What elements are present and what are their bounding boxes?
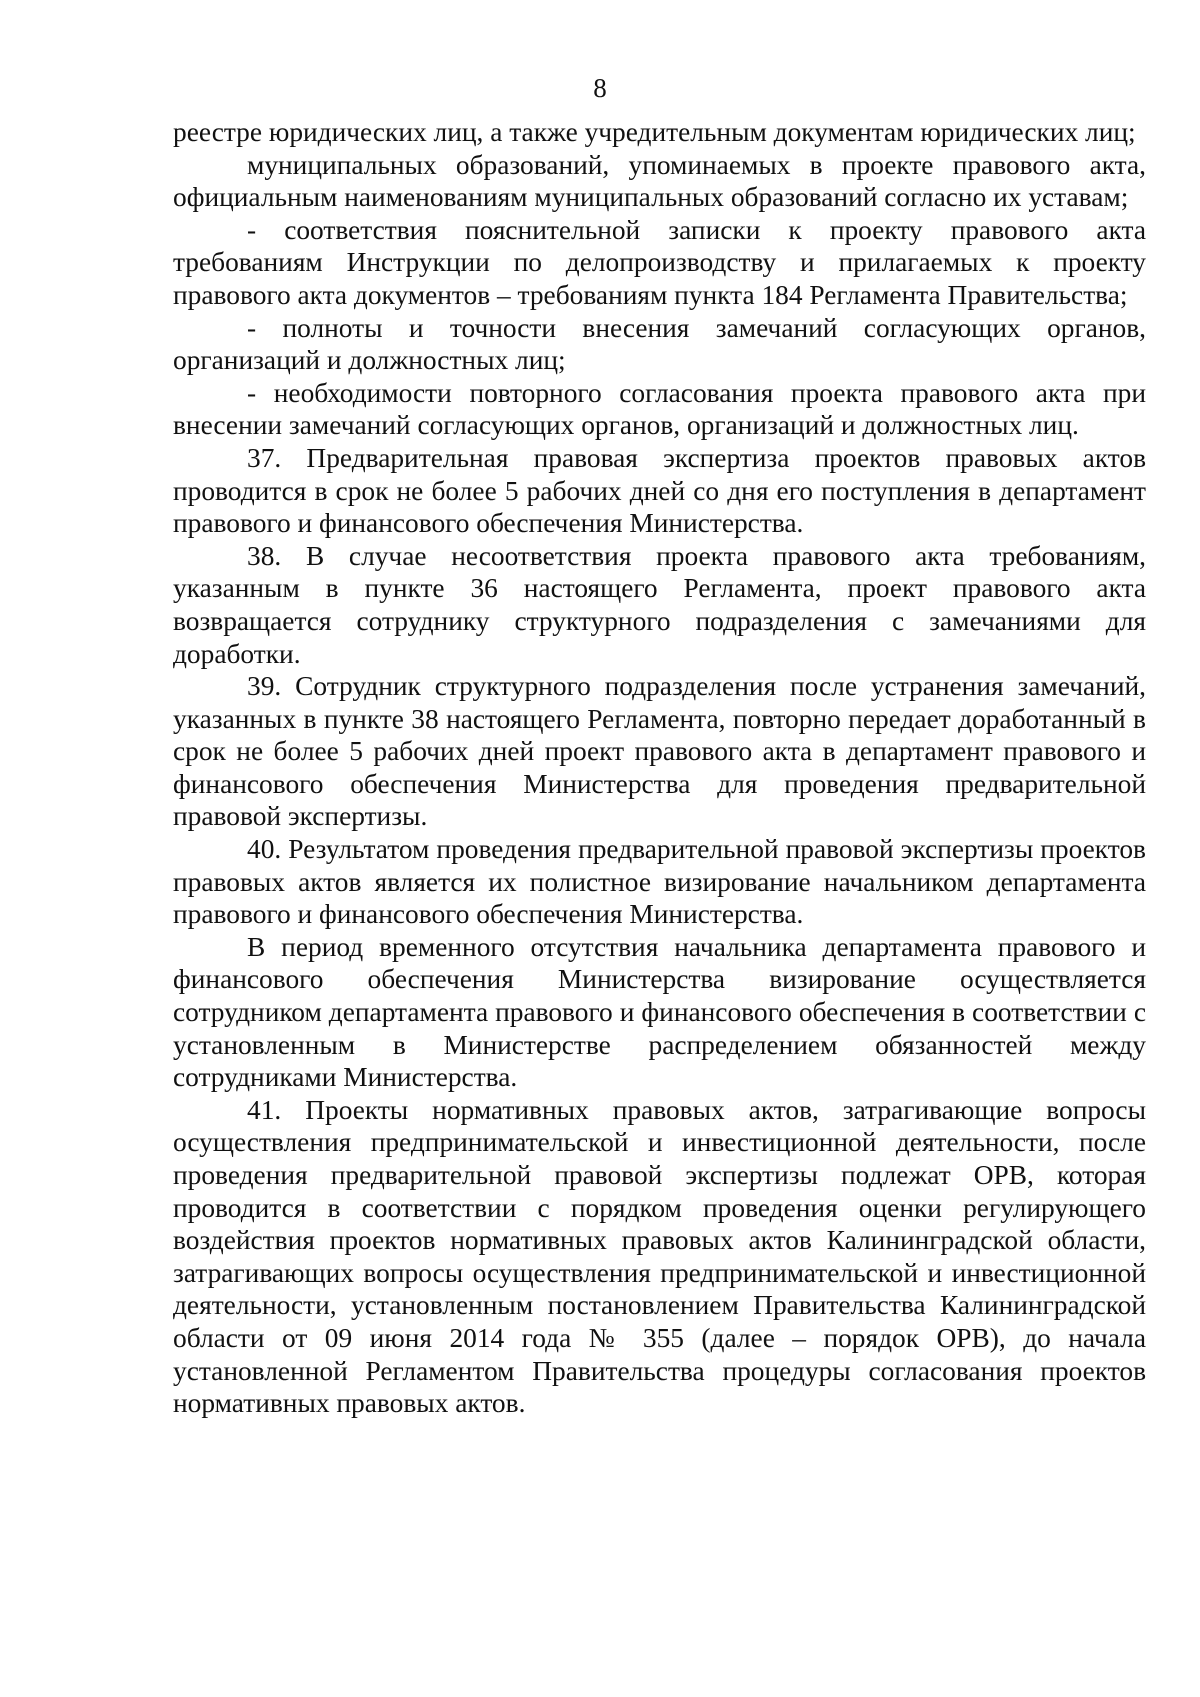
paragraph-item-40-absence: В период временного отсутствия начальника департамента правового и финансового обеспечения Министерства визирование осуществляется сотрудником департамента правового и финансового обеспечения в соответствии с установленным в Министерстве распределением обязанностей между сотрудниками Министерства. [173, 931, 1146, 1093]
paragraph-continuation: реестре юридических лиц, а также учредительным документам юридических лиц; [173, 117, 1136, 147]
paragraph-item-37: 37. Предварительная правовая экспертиза проектов правовых актов проводится в срок не более 5 рабочих дней со дня его поступления в департамент правового и финансового обеспечения Министерства. [173, 442, 1146, 539]
page-number: 8 [593, 73, 607, 103]
paragraph-item-39: 39. Сотрудник структурного подразделения после устранения замечаний, указанных в пункте 38 настоящего Регламента, повторно передает доработанный в срок не более 5 рабочих дней проект правового акта в департамент правового и финансового обеспечения Министерства для проведения предварительной правовой экспертизы. [173, 671, 1146, 832]
paragraph-explanatory-note: - соответствия пояснительной записки к проекту правового акта требованиям Инструкции по делопроизводству и прилагаемых к проекту правового акта документов – требованиям пункта 184 Регламента Правительства; [173, 214, 1146, 310]
paragraph-item-40: 40. Результатом проведения предварительной правовой экспертизы проектов правовых актов является их полистное визирование начальником департамента правового и финансового обеспечения Министерства. [173, 834, 1146, 930]
paragraph-completeness: - полноты и точности внесения замечаний согласующих органов, организаций и должностных лиц; [173, 312, 1146, 376]
paragraph-item-41: 41. Проекты нормативных правовых актов, затрагивающие вопросы осуществления предпринимательской и инвестиционной деятельности, после проведения предварительной правовой экспертизы подлежат ОРВ, которая проводится в соответствии с порядком проведения оценки регулирующего воздействия проектов нормативных правовых актов Калининградской области, затрагивающих вопросы осуществления предпринимательской и инвестиционной деятельности, установленным постановлением Правительства Калининградской области от 09 июня 2014 года № 355 (далее – порядок ОРВ), до начала установленной Регламентом Правительства процедуры согласования проектов нормативных правовых актов. [173, 1094, 1146, 1419]
paragraph-item-38: 38. В случае несоответствия проекта правового акта требованиям, указанным в пункте 36 настоящего Регламента, проект правового акта возвращается сотруднику структурного подразделения с замечаниями для доработки. [173, 540, 1146, 669]
paragraph-re-approval: - необходимости повторного согласования проекта правового акта при внесении замечаний согласующих органов, организаций и должностных лиц. [173, 377, 1146, 441]
document-body [173, 116, 1146, 1420]
paragraph-municipal-names: муниципальных образований, упоминаемых в проекте правового акта, официальным наименованиям муниципальных образований согласно их уставам; [173, 149, 1146, 213]
